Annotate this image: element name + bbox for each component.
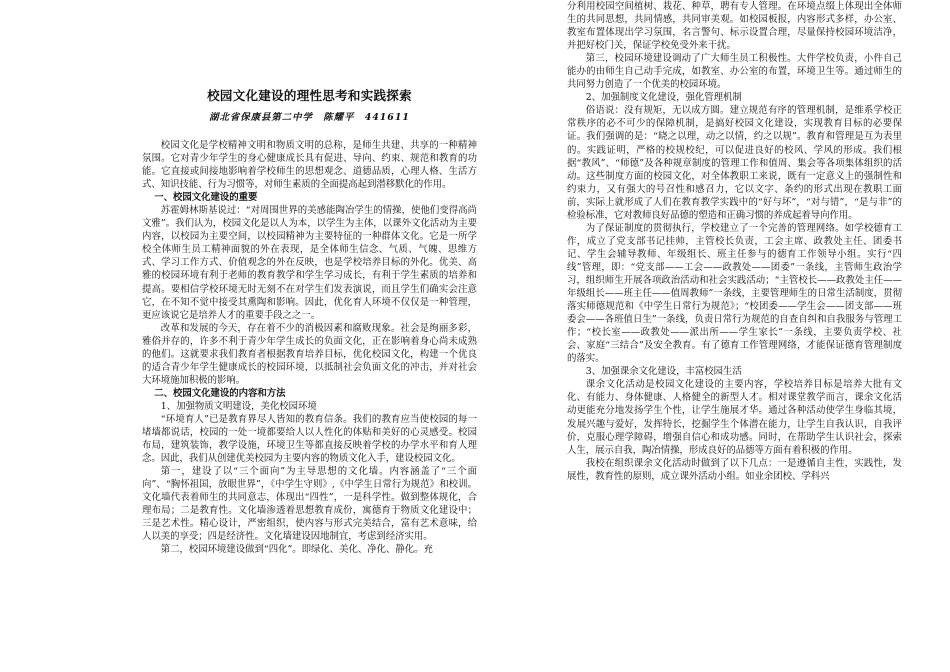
- paragraph: 第三，校园环境建设调动了广大师生员工积极性。大件学校负责，小件自己能办的由师生自己动手完成，如教室、办公室的布置，环境卫生等。通过师生的共同努力创造了一个优美的校园环境。: [567, 53, 902, 91]
- article-byline: 湖北省保康县第二中学 陈耀平 441611: [209, 112, 410, 123]
- paragraph: 苏霍姆林斯基说过：“对周围世界的美感能陶冶学生的情操，使他们变得高尚文雅”。我们认为，校园文化是以人为本，以学生为主体，以课外文化活动为主要内容，以校园为主要空间，以校园精神为主要特征的一种群体文化。它是一所学校全体师生员工精神面貌的外在表现，是全体师生信念、气质、气魄、思维方式、学习工作方式、价值观念的外在反映，也是学校培养目标的外化。优美、高雅的校园环境有利于老师的教育教学和学生学习成长，有利于学生素质的培养和提高。要相信学校环境无时无刻不在对学生们发表演说，而且学生们确实会注意它，在不知不觉中接受其熏陶和影响。因此，优化育人环境不仅仅是一种管理，更应该说它是培养人才的重要手段之之一。: [142, 205, 477, 321]
- paragraph: 分利用校园空间植树、栽花、种草，聘有专人管理。在环境点缀上体现出全体师生的共同思想，共同情感，共同审美观。如校园板报，内容形式多样，办公室、教室布置体现出学习氛围，名言警句、标示设置合理，尽量保持校园环境洁净，并把好校门关，保证学校免受外来干扰。: [567, 1, 902, 52]
- section-heading: 二、校园文化建设的内容和方法: [154, 387, 286, 399]
- right-column: [567, 0, 902, 672]
- paragraph: 俗语说：没有规矩，无以成方圆。建立规范有序的管理机制，是维系学校正常秩序的必不可少的保障机制，是搞好校园文化建设，实现教育目标的必要保证。我们强调的是：“晓之以理，动之以情，约之以规”。教育和管理是互为表里的。实践证明，严格的校规校纪，可以促进良好的校风、学风的形成。我们根据“教风”、“师德”及各种规章制度的管理工作和值周、集会等各项集体组织的活动。这些制度方面的校园文化，对全体教职工来说，既有一定意义上的强制性和约束力，又有强大的号召性和感召力，它以文字、条约的形式出现在教职工面前，实际上就形成了人们在教育教学实践中的“好与坏”，“对与错”，“是与非”的检验标准，它对教师良好品德的塑造和正确习惯的养成起着导向作用。: [567, 105, 902, 221]
- paragraph: 校园文化是学校精神文明和物质文明的总称，是师生共建、共享的一种精神氛围。它对青少年学生的身心健康成长具有促进、导向、约束、规范和教育的功能。它直接或间接地影响着学校师生的思想观念、道德品质，心理人格、生活方式、知识技能、行为习惯等，对师生素质的全面提高起到潜移默化的作用。: [142, 140, 477, 191]
- left-column: [142, 88, 477, 663]
- paragraph: 第一，建设了以“三个面向”为主导思想的文化墙。内容涵盖了“三个面向”、“胸怀祖国，放眼世界”，《中学生守则》,《中学生日常行为规范》和校训。文化墙代表着师生的共同意志，体现出“四性”，一是科学性。做到整体规化，合理布局；二是教育性。文化墙渗透着思想教育成份，寓德育于物质文化建设中；三是艺术性。精心设计，严密组织，使内容与形式完美结合，富有艺术意味，给人以美的享受；四是经济性。文化墙建设因地制宜，考虑到经济实用。: [142, 466, 477, 543]
- paragraph: 课余文化活动是校园文化建设的主要内容，学校培养目标是培养大批有文化、有能力、身体健康、人格健全的新型人才。相对课堂教学而言，课余文化活动更能充分地发扬学生个性，让学生施展才华。通过各种活动使学生身临其境，发展兴趣与爱好，发挥特长，挖掘学生个体潜在能力，让学生自我认识，自我评价，克服心理学障碍，增强自信心和成功感。同时，在帮助学生认识社会，探索人生，展示自我，陶冶情操，形成良好的品德等方面有着积极的作用。: [567, 379, 902, 456]
- article-title: 校园文化建设的理性思考和实践探索: [207, 88, 412, 103]
- paragraph: “环境育人”已是教育界尽人皆知的教育信条。我们的教育应当使校园的每一堵墙都说话，校园的一处一境都要给人以人性化的体贴和美好的心灵感受。校园布局，建筑装饰，教学设施，环境卫生等都直接反映着学校的办学水平和育人理念。因此，我们从创建优美校园为主要内容的物质文化入手，建设校园文化。: [142, 413, 477, 465]
- paragraph: 为了保证制度的贯彻执行，学校建立了一个完善的管理网络。如学校德育工作，成立了党支部书记挂帅，主管校长负责，工会主席、政教处主任、团委书记、学生会辅导教师、年级组长、班主任参与的德育工作领导小组。实行“四线”管理，即：“党支部——工会——政教处——团委”一条线，主管师生政治学习，组织师生开展各项政治活动和社会实践活动；“主管校长——政教处主任——年级组长——班主任——值周教师”一条线，主要管理师生的日常生活制度，贯彻落实师德规范和《中学生日常行为规范》；“校团委——学生会——团支部——班委会——各班值日生”一条线，负责日常行为规范的自查自纠和自我服务与管理工作；“校长室——政教处——派出所——学生家长”一条线，主要负责学校、社会、家庭“三结合”及安全教育。有了德育工作管理网络，才能保证德育管理制度的落实。: [567, 222, 902, 365]
- paragraph: 我校在组织课余文化活动时做到了以下几点：一是遵循自主性，实践性，发展性，教育性的原则，成立课外活动小组。如业余团校、学科兴: [567, 457, 902, 482]
- subsection-heading: 3、加强课余文化建设，丰富校园生活: [585, 366, 742, 378]
- paragraph: 第二，校园环境建设做到“四化”。即绿化、美化、净化、静化。充: [160, 544, 433, 556]
- subsection-heading: 2、加强制度文化建设，强化管理机制: [585, 92, 742, 104]
- subsection-heading: 1、加强物质文明建设，美化校园环境: [160, 400, 317, 412]
- paragraph: 改革和发展的今天，存在着不少的消极因素和腐败现象。社会是绚丽多彩，雅俗并存的，许多不利于青少年学生成长的负面文化，正在影响着身心尚未成熟的他们。这就要求我们教育者根据教育培养目标，优化校园文化，构建一个优良的适合青少年学生健康成长的校园环境，以抵制社会负面文化的冲击，并对社会大环境施加积极的影响。: [142, 322, 477, 386]
- section-heading: 一、校园文化建设的重要: [154, 192, 258, 204]
- left-column-body: [142, 139, 477, 557]
- right-column-body: [567, 0, 902, 483]
